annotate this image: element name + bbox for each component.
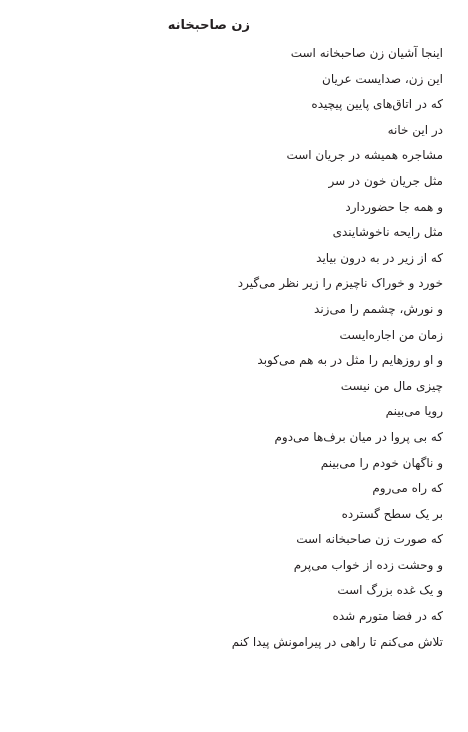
- poem-line: که از زیر در به درون بیاید: [316, 250, 443, 265]
- poem-body: [23, 41, 443, 655]
- poem-title: زن صاحبخانه: [167, 18, 250, 33]
- poem-line: که راه می‌روم: [372, 481, 443, 496]
- poem-line: مثل رایحه ناخوشایندی: [332, 225, 443, 240]
- poem-line: و نورش، چشمم را می‌زند: [314, 301, 443, 316]
- poem-line: خورد و خوراک ناچیزم را زیر نظر می‌گیرد: [237, 276, 443, 291]
- poem-line: چیزی مال من نیست: [340, 378, 443, 393]
- poem-line: و وحشت زده از خواب می‌پرم: [293, 557, 443, 572]
- poem-line: مثل جریان خون در سر: [328, 173, 443, 188]
- poem-line: که در فضا متورم شده: [332, 609, 443, 624]
- poem-line: و همه جا حضوردارد: [345, 199, 443, 214]
- poem-line: مشاجره همیشه در جریان است: [286, 148, 443, 163]
- poem-line: و یک غده بزرگ است: [337, 583, 443, 598]
- poem-line: در این خانه: [387, 122, 443, 137]
- poem-line: زمان من اجاره‌ایست: [339, 327, 443, 342]
- poem-line: این زن، صدایست عریان: [322, 71, 443, 86]
- poem-line: که در اتاق‌های پایین پیچیده: [311, 97, 443, 112]
- poem-line: که بی پروا در میان برف‌ها می‌دوم: [274, 429, 443, 444]
- poem-line: و ناگهان خودم را می‌بینم: [320, 455, 443, 470]
- poem-line: اینجا آشیان زن صاحبخانه است: [290, 46, 443, 60]
- poem-line: بر یک سطح گسترده: [341, 506, 443, 521]
- poem-line: که صورت زن صاحبخانه است: [296, 532, 443, 547]
- poem-line: رویا می‌بینم: [385, 404, 443, 419]
- poem-line: تلاش می‌کنم تا راهی در پیرامونش پیدا کنم: [231, 634, 443, 649]
- poem-line: و او روزهایم را مثل در به هم می‌کوبد: [257, 353, 443, 368]
